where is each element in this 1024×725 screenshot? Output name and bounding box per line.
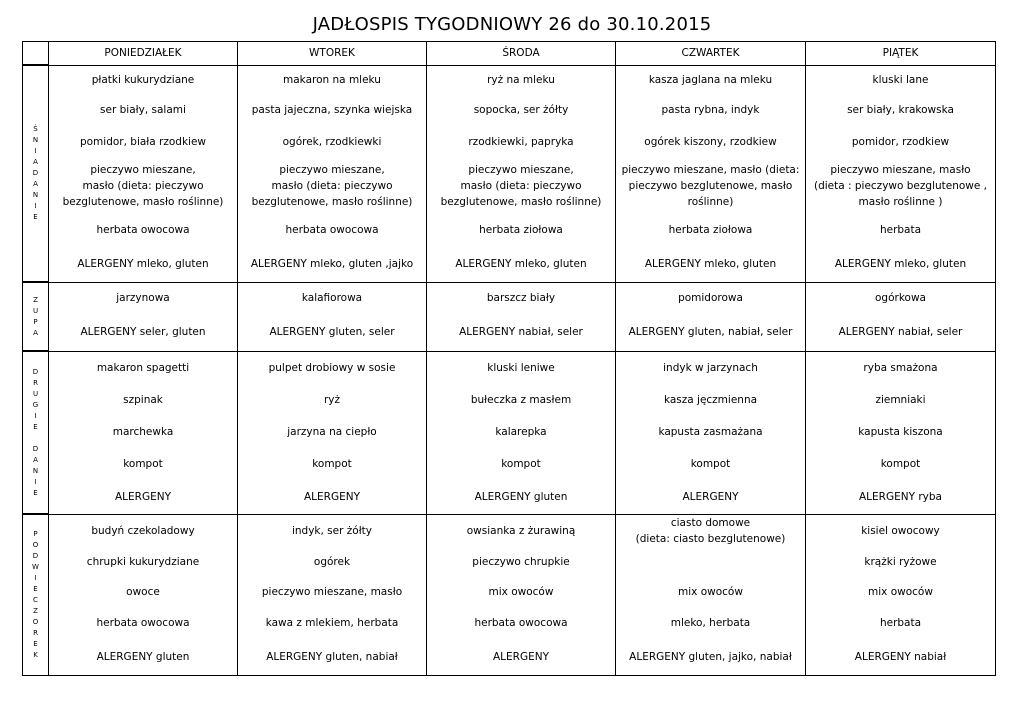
section-letter: I bbox=[34, 411, 37, 420]
day-header: PONIEDZIAŁEK bbox=[49, 42, 238, 66]
menu-item: budyń czekoladowy bbox=[91, 524, 195, 537]
menu-item: pomidorowa bbox=[678, 291, 743, 304]
menu-item: ALERGENY mleko, gluten bbox=[834, 257, 967, 270]
menu-item: pieczywo mieszane, masło bbox=[261, 585, 403, 598]
menu-item: ALERGENY ryba bbox=[859, 490, 942, 503]
menu-item: pasta jajeczna, szynka wiejska bbox=[251, 103, 413, 116]
section-label-podwieczorek bbox=[23, 514, 49, 675]
section-letter: U bbox=[32, 389, 39, 398]
section-letter: C bbox=[33, 595, 38, 604]
menu-item: ALERGENY mleko, gluten bbox=[77, 257, 209, 270]
section-letter: D bbox=[32, 444, 39, 453]
menu-item: jarzynowa bbox=[116, 291, 170, 304]
menu-item: płatki kukurydziane bbox=[91, 73, 195, 86]
menu-item: ALERGENY mleko, gluten bbox=[455, 257, 587, 270]
menu-cell bbox=[238, 351, 427, 514]
section-letter: Z bbox=[33, 295, 38, 304]
section-letter: D bbox=[32, 551, 39, 560]
menu-item: marchewka bbox=[112, 425, 174, 438]
menu-item: kapusta kiszona bbox=[858, 425, 943, 438]
header-row bbox=[23, 42, 996, 66]
menu-item: ryba smażona bbox=[863, 361, 938, 374]
day-header: WTOREK bbox=[238, 42, 427, 66]
menu-cell bbox=[806, 514, 996, 675]
menu-item: makaron na mleku bbox=[283, 73, 381, 86]
menu-item: pieczywo chrupkie bbox=[472, 555, 570, 568]
menu-item: kalarepka bbox=[495, 425, 547, 438]
section-letter: Ś bbox=[33, 125, 38, 133]
section-letter: A bbox=[33, 328, 38, 337]
section-letter: A bbox=[33, 158, 38, 166]
menu-item: kompot bbox=[123, 457, 163, 470]
menu-item: barszcz biały bbox=[486, 291, 556, 304]
menu-item: pomidor, rzodkiew bbox=[851, 135, 950, 148]
section-letter: K bbox=[33, 650, 38, 659]
section-letter: I bbox=[34, 477, 37, 486]
menu-item: ALERGENY seler, gluten bbox=[80, 325, 206, 338]
menu-item: herbata ziołowa bbox=[479, 223, 563, 236]
menu-item: mix owoców bbox=[678, 585, 743, 598]
menu-item: ALERGENY gluten, nabiał, seler bbox=[628, 325, 793, 338]
menu-item: indyk, ser żółty bbox=[291, 524, 373, 537]
menu-cell bbox=[49, 282, 238, 351]
section-letter: N bbox=[32, 136, 39, 144]
menu-item: ALERGENY bbox=[303, 490, 360, 503]
menu-item: mix owoców bbox=[868, 585, 933, 598]
menu-item: herbata ziołowa bbox=[668, 223, 753, 236]
menu-item: herbata owocowa bbox=[96, 223, 190, 236]
menu-cell bbox=[49, 65, 238, 282]
section-letter: A bbox=[33, 180, 38, 188]
menu-item bbox=[616, 547, 805, 577]
menu-item: ALERGENY bbox=[682, 490, 739, 503]
section-letter: O bbox=[32, 540, 39, 549]
menu-item: makaron spagetti bbox=[96, 361, 190, 374]
menu-item: owoce bbox=[126, 585, 160, 598]
day-header: PIĄTEK bbox=[806, 42, 996, 66]
menu-item: ALERGENY mleko, gluten bbox=[644, 257, 777, 270]
menu-item: ALERGENY nabiał, seler bbox=[459, 325, 583, 338]
menu-item: ogórek kiszony, rzodkiew bbox=[644, 135, 777, 148]
menu-item: rzodkiewki, papryka bbox=[468, 135, 574, 148]
menu-item: herbata bbox=[879, 223, 922, 236]
section-letter: R bbox=[33, 378, 38, 387]
menu-item: pieczywo mieszane, masło (dieta : pieczywo bezglutenowe , masło roślinne ) bbox=[813, 163, 988, 208]
section-letter: E bbox=[33, 584, 38, 593]
menu-item: ryż na mleku bbox=[487, 73, 555, 86]
menu-cell bbox=[427, 351, 616, 514]
menu-item: kalafiorowa bbox=[301, 291, 363, 304]
section-letter: W bbox=[32, 562, 39, 571]
menu-item: kasza jęczmienna bbox=[663, 393, 758, 406]
menu-item: pieczywo mieszane, masło (dieta: pieczywo bezglutenowe, masło roślinne) bbox=[440, 163, 602, 208]
menu-item: ALERGENY gluten bbox=[96, 650, 190, 663]
menu-item: krążki ryżowe bbox=[864, 555, 937, 568]
section-letter: E bbox=[33, 213, 38, 221]
menu-item: chrupki kukurydziane bbox=[86, 555, 200, 568]
menu-cell bbox=[616, 282, 806, 351]
section-letter: E bbox=[33, 422, 38, 431]
section-letter: R bbox=[33, 628, 38, 637]
section-letter: N bbox=[32, 191, 39, 199]
menu-item: kompot bbox=[690, 457, 731, 470]
section-letter: P bbox=[33, 529, 38, 538]
page-title: JADŁOSPIS TYGODNIOWY 26 do 30.10.2015 bbox=[312, 14, 712, 35]
menu-item: ciasto domowe (dieta: ciasto bezglutenowe) bbox=[635, 516, 786, 545]
menu-item: ALERGENY bbox=[492, 650, 549, 663]
menu-item: kapusta zasmażana bbox=[658, 425, 763, 438]
menu-item: ogórek, rzodkiewki bbox=[282, 135, 382, 148]
section-letter: P bbox=[33, 317, 38, 326]
menu-item: ogórkowa bbox=[875, 291, 926, 304]
menu-item: herbata owocowa bbox=[96, 616, 190, 629]
menu-item: kompot bbox=[312, 457, 352, 470]
menu-item: ALERGENY gluten, jajko, nabiał bbox=[629, 650, 792, 663]
section-letter: I bbox=[34, 573, 37, 582]
menu-item: bułeczka z masłem bbox=[470, 393, 572, 406]
menu-item: mleko, herbata bbox=[670, 616, 751, 629]
menu-item: mix owoców bbox=[488, 585, 554, 598]
menu-item: ALERGENY nabiał bbox=[854, 650, 947, 663]
menu-item: pulpet drobiowy w sosie bbox=[268, 361, 396, 374]
menu-item: kasza jaglana na mleku bbox=[648, 73, 773, 86]
day-header: CZWARTEK bbox=[616, 42, 806, 66]
menu-item: herbata owocowa bbox=[285, 223, 379, 236]
header-corner bbox=[23, 42, 49, 66]
menu-item: szpinak bbox=[123, 393, 163, 406]
menu-item: kluski lane bbox=[872, 73, 929, 86]
menu-item: ziemniaki bbox=[875, 393, 926, 406]
section-label-zupa bbox=[23, 282, 49, 351]
menu-cell bbox=[427, 65, 616, 282]
menu-cell bbox=[806, 282, 996, 351]
menu-item: indyk w jarzynach bbox=[663, 361, 758, 374]
section-label-sniadanie bbox=[23, 65, 49, 282]
menu-item: herbata owocowa bbox=[474, 616, 568, 629]
section-letter: E bbox=[33, 488, 38, 497]
section-letter: A bbox=[33, 455, 38, 464]
menu-item: pieczywo mieszane, masło (dieta: pieczywo bezglutenowe, masło roślinne) bbox=[621, 163, 800, 208]
day-header: ŚRODA bbox=[427, 42, 616, 66]
menu-cell bbox=[238, 65, 427, 282]
menu-item: ALERGENY gluten bbox=[474, 490, 568, 503]
menu-table bbox=[22, 41, 996, 676]
menu-cell bbox=[806, 351, 996, 514]
section-letter: E bbox=[33, 639, 38, 648]
menu-item: jarzyna na ciepło bbox=[287, 425, 377, 438]
section-letter: Z bbox=[33, 606, 38, 615]
menu-cell bbox=[616, 351, 806, 514]
section-letter: D bbox=[32, 367, 39, 376]
menu-item: sopocka, ser żółty bbox=[473, 103, 569, 116]
menu-item: kluski leniwe bbox=[487, 361, 555, 374]
section-letter: I bbox=[34, 202, 37, 210]
menu-item: ALERGENY gluten, seler bbox=[269, 325, 395, 338]
menu-item: herbata bbox=[879, 616, 922, 629]
menu-item: owsianka z żurawiną bbox=[466, 524, 576, 537]
section-letter: N bbox=[32, 466, 39, 475]
menu-cell bbox=[616, 65, 806, 282]
section-row-drugie-danie bbox=[23, 351, 996, 514]
menu-cell bbox=[238, 282, 427, 351]
menu-cell bbox=[806, 65, 996, 282]
section-row-sniadanie bbox=[23, 65, 996, 282]
section-letter: O bbox=[32, 617, 39, 626]
menu-item: kawa z mlekiem, herbata bbox=[265, 616, 399, 629]
menu-item: pieczywo mieszane, masło (dieta: pieczywo bezglutenowe, masło roślinne) bbox=[251, 163, 413, 208]
menu-item: ALERGENY gluten, nabiał bbox=[266, 650, 398, 663]
menu-item: ALERGENY bbox=[114, 490, 171, 503]
section-label-drugie-danie bbox=[23, 351, 49, 514]
section-row-podwieczorek bbox=[23, 514, 996, 675]
menu-item: ogórek bbox=[313, 555, 351, 568]
menu-item: ser biały, salami bbox=[100, 103, 186, 116]
menu-cell bbox=[49, 514, 238, 675]
section-letter: U bbox=[32, 306, 39, 315]
section-row-zupa bbox=[23, 282, 996, 351]
menu-cell bbox=[238, 514, 427, 675]
menu-cell bbox=[427, 282, 616, 351]
menu-item: ALERGENY nabiał, seler bbox=[838, 325, 963, 338]
menu-item: ser biały, krakowska bbox=[847, 103, 954, 116]
menu-item: ALERGENY mleko, gluten ,jajko bbox=[250, 257, 414, 270]
menu-item: pomidor, biała rzodkiew bbox=[79, 135, 207, 148]
section-letter bbox=[34, 433, 36, 444]
section-letter: D bbox=[32, 169, 39, 177]
section-letter: G bbox=[32, 400, 39, 409]
menu-item: pieczywo mieszane, masło (dieta: pieczywo bezglutenowe, masło roślinne) bbox=[62, 163, 224, 208]
menu-cell bbox=[49, 351, 238, 514]
menu-cell bbox=[616, 514, 806, 675]
menu-item: kisiel owocowy bbox=[861, 524, 940, 537]
menu-item: kompot bbox=[501, 457, 541, 470]
menu-item: pasta rybna, indyk bbox=[661, 103, 760, 116]
menu-item: ryż bbox=[323, 393, 341, 406]
menu-item: kompot bbox=[880, 457, 921, 470]
menu-cell bbox=[427, 514, 616, 675]
section-letter: I bbox=[34, 147, 37, 155]
